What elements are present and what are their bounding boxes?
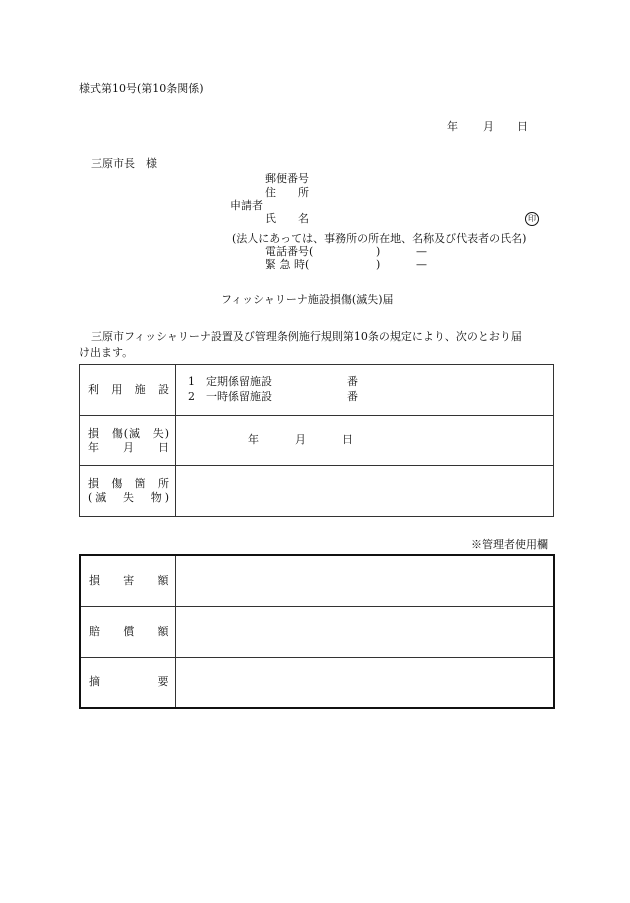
remarks-label-cell <box>80 657 175 708</box>
damage-amount-label-cell <box>80 555 175 606</box>
facility-item-1-suffix: 番 <box>347 375 358 388</box>
facility-item-2-suffix: 番 <box>347 390 358 403</box>
damage-date-month: 月 <box>295 433 306 446</box>
facility-value-cell[interactable] <box>176 365 554 416</box>
admin-use-note: ※管理者使用欄 <box>471 538 548 551</box>
emergency-label: 緊 急 時( <box>265 258 310 271</box>
damage-date-year: 年 <box>248 433 259 446</box>
remarks-value-cell[interactable] <box>175 657 554 708</box>
recipient: 三原市長 様 <box>91 157 157 170</box>
date-month-label: 月 <box>483 120 494 133</box>
date-day-label: 日 <box>517 120 528 133</box>
emergency-close: ) <box>376 258 381 271</box>
facility-item-1: 1 定期係留施設 <box>188 375 272 388</box>
damage-date-day: 日 <box>342 433 353 446</box>
phone-close: ) <box>376 245 381 258</box>
postal-code-label: 郵便番号 <box>265 172 309 185</box>
document-title: フィッシャリーナ施設損傷(滅失)届 <box>221 293 394 306</box>
corporate-note: (法人にあっては、事務所の所在地、名称及び代表者の氏名) <box>232 232 527 245</box>
admin-use-table <box>79 554 555 709</box>
address-label: 住 所 <box>265 186 309 199</box>
form-number: 様式第10号(第10条関係) <box>79 82 204 95</box>
seal-mark: 印 <box>525 211 539 226</box>
damage-date-label-cell <box>80 416 176 466</box>
damage-location-label-line1: 損 傷 箇 所 <box>88 477 169 490</box>
facility-label-cell <box>80 365 176 416</box>
phone-label: 電話番号( <box>265 245 314 258</box>
damage-date-label-line1: 損 傷(滅 失) <box>88 426 169 440</box>
compensation-label: 賠 償 額 <box>89 624 169 638</box>
damage-location-label-line2: (滅 失 物) <box>88 491 169 504</box>
damage-amount-label: 損 害 額 <box>89 573 169 587</box>
emergency-dash: — <box>416 258 427 271</box>
damage-location-value-cell[interactable] <box>176 466 554 517</box>
compensation-label-cell <box>80 606 175 657</box>
body-text-line2: け出ます。 <box>79 346 134 359</box>
damage-amount-value-cell[interactable] <box>175 555 554 606</box>
phone-dash: — <box>416 245 427 258</box>
date-year-label: 年 <box>447 120 458 133</box>
facility-label: 利 用 施 設 <box>88 383 169 396</box>
name-label: 氏 名 <box>265 212 309 225</box>
body-text-line1: 三原市フィッシャリーナ設置及び管理条例施行規則第10条の規定により、次のとおり届 <box>91 330 522 343</box>
compensation-value-cell[interactable] <box>175 606 554 657</box>
applicant-label: 申請者 <box>230 199 263 212</box>
facility-damage-table <box>79 364 554 517</box>
remarks-label: 摘 要 <box>89 675 169 689</box>
damage-location-label-cell <box>80 466 176 517</box>
damage-date-value-cell[interactable] <box>176 416 554 466</box>
damage-date-label-line2: 年 月 日 <box>88 440 169 454</box>
facility-item-2: 2 一時係留施設 <box>188 390 272 403</box>
